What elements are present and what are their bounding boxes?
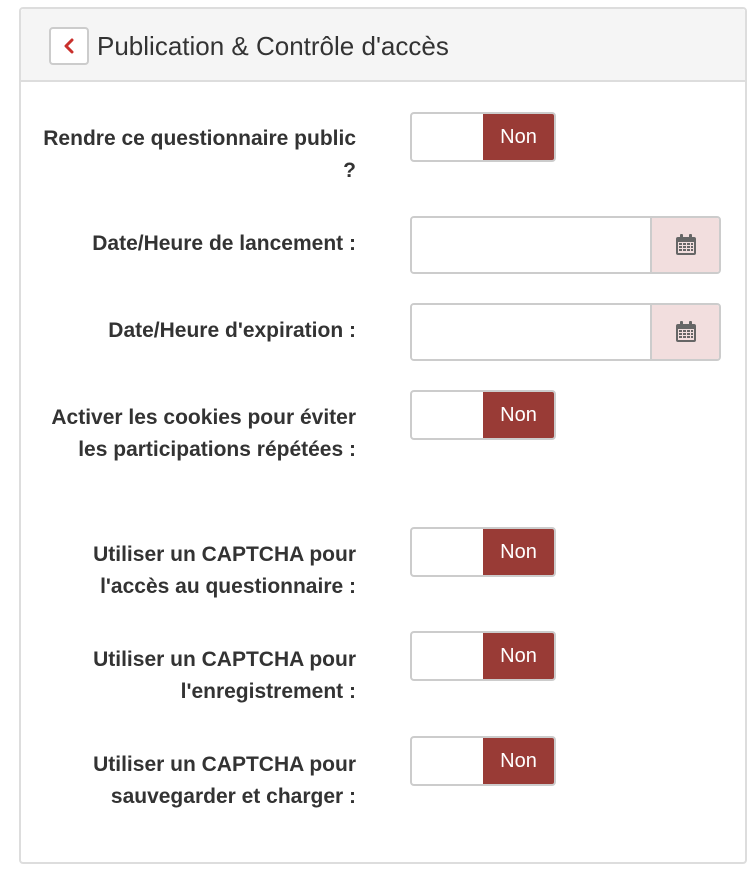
cookies-toggle[interactable] [410,390,556,440]
publication-panel [19,7,747,864]
panel-title: Publication & Contrôle d'accès [97,31,449,61]
panel-header [21,9,745,82]
expiry-date-input[interactable] [412,305,650,359]
captcha-save-toggle-value: Non [483,738,554,784]
calendar-icon [675,321,697,343]
expiry-date-calendar-button[interactable] [650,305,719,359]
expiry-date-group [410,303,721,361]
start-date-input[interactable] [412,218,650,272]
public-toggle-value: Non [483,114,554,160]
cookies-label: Activer les cookies pour éviter les participations répétées : [51,406,356,461]
captcha-save-toggle[interactable] [410,736,556,786]
public-toggle[interactable] [410,112,556,162]
start-date-calendar-button[interactable] [650,218,719,272]
captcha-access-toggle-value: Non [483,529,554,575]
captcha-access-toggle[interactable] [410,527,556,577]
captcha-save-label: Utiliser un CAPTCHA pour sauvegarder et charger : [93,753,356,808]
captcha-access-label: Utiliser un CAPTCHA pour l'accès au questionnaire : [93,543,356,598]
start-date-group [410,216,721,274]
collapse-button[interactable] [49,27,89,65]
calendar-icon [675,234,697,256]
cookies-toggle-value: Non [483,392,554,438]
captcha-register-toggle-value: Non [483,633,554,679]
start-date-label: Date/Heure de lancement : [92,232,356,255]
chevron-left-icon [62,38,76,54]
public-label: Rendre ce questionnaire public ? [43,127,356,182]
expiry-date-label: Date/Heure d'expiration : [108,319,356,342]
captcha-register-label: Utiliser un CAPTCHA pour l'enregistrement : [93,648,356,703]
captcha-register-toggle[interactable] [410,631,556,681]
